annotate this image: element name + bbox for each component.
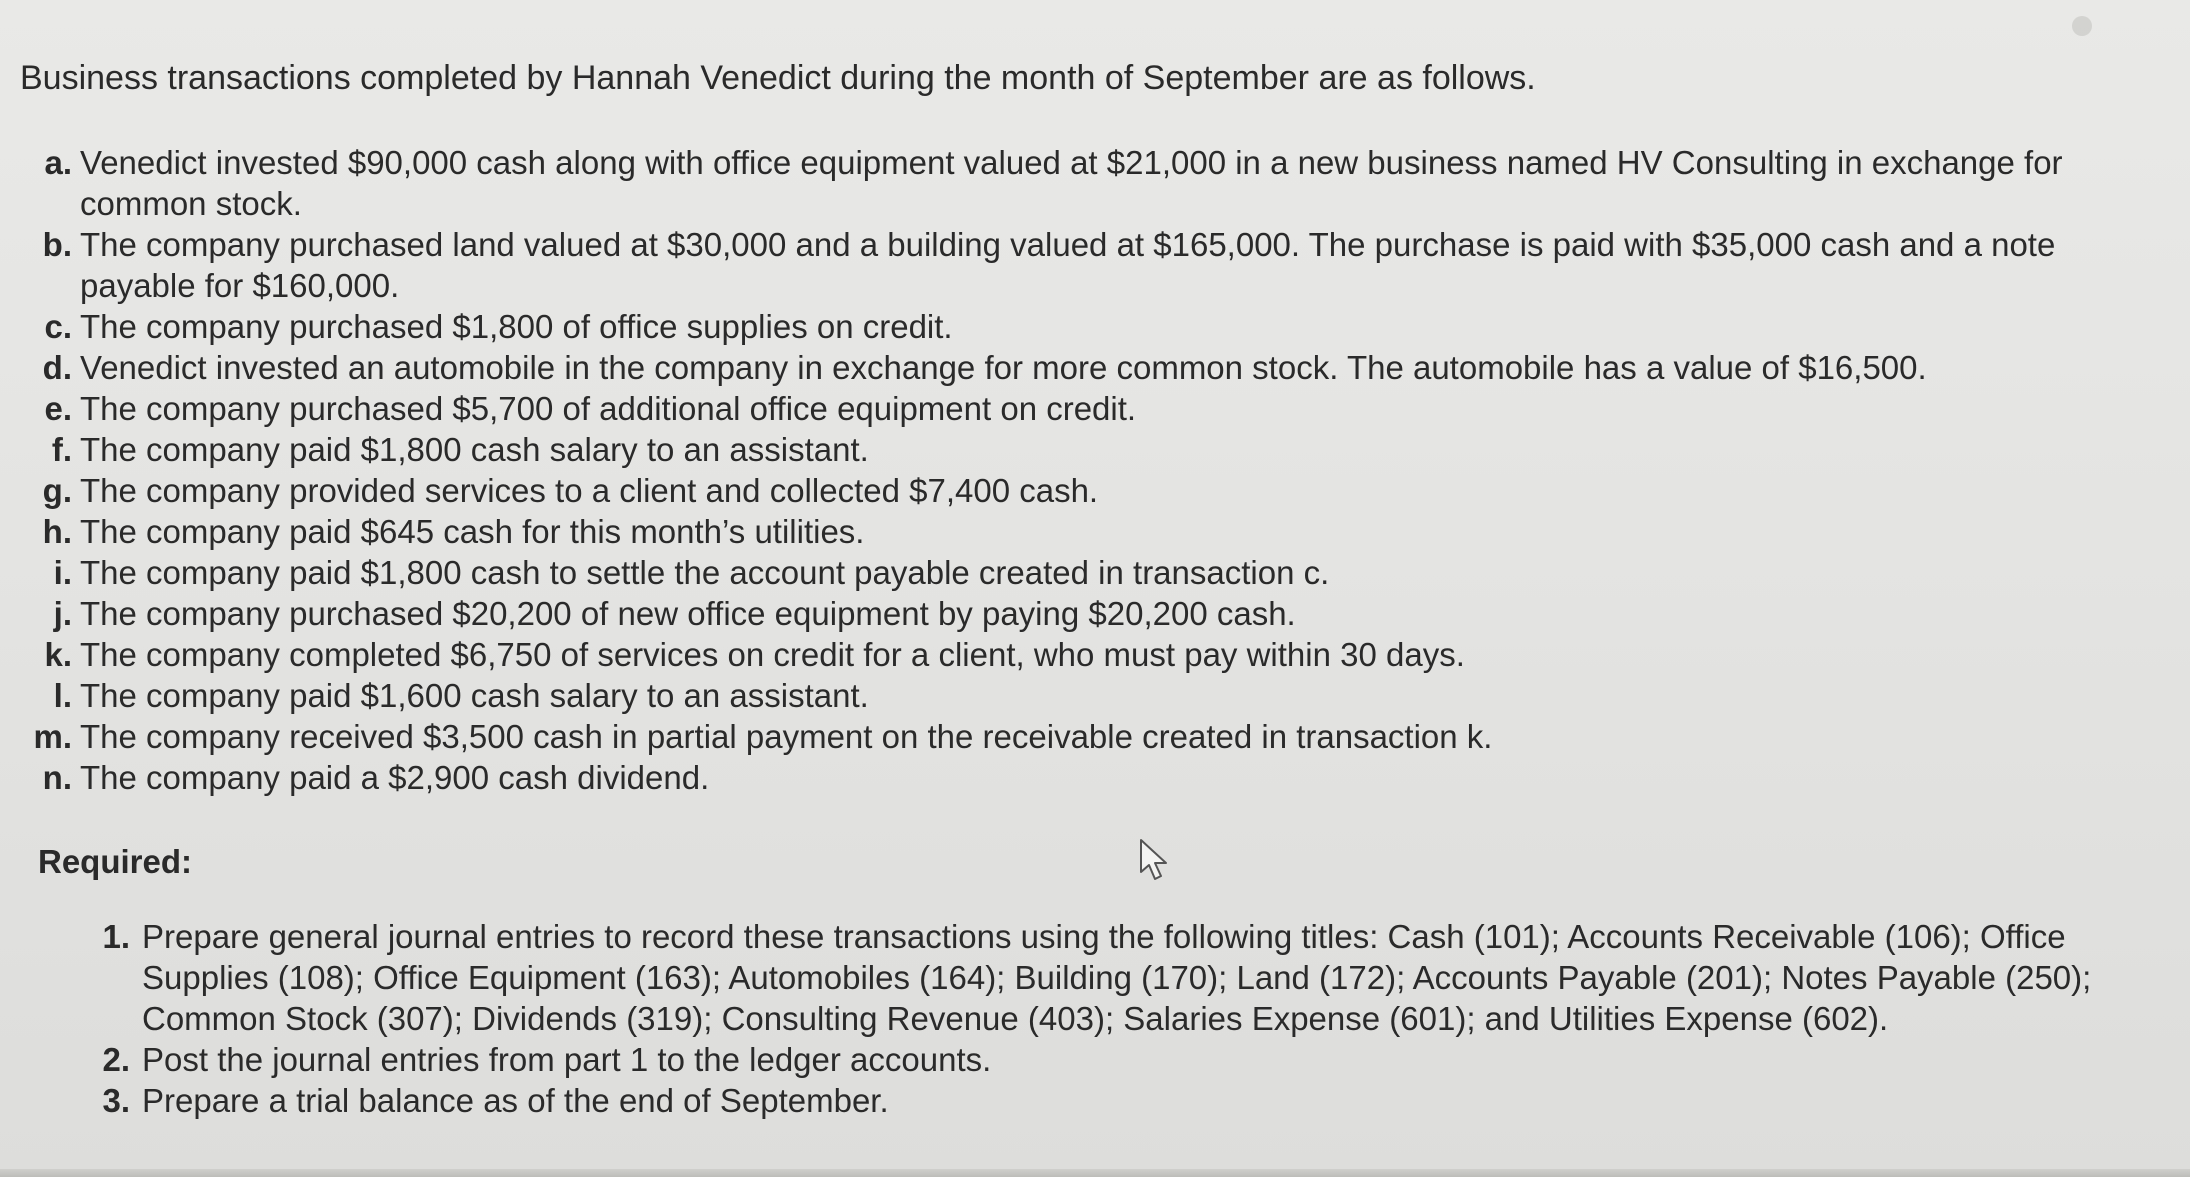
transaction-letter: e.	[44, 390, 72, 427]
transaction-item	[30, 224, 2170, 306]
transaction-text: The company purchased $20,200 of new office equipment by paying $20,200 cash.	[80, 595, 1296, 632]
transaction-letter: h.	[42, 513, 72, 550]
transaction-list	[30, 142, 2170, 798]
intro-text: Business transactions completed by Hannah Venedict during the month of September are as follows.	[20, 59, 1536, 97]
requirement-text: Prepare a trial balance as of the end of September.	[142, 1082, 889, 1119]
transaction-item	[30, 757, 2170, 798]
transaction-letter: b.	[42, 226, 72, 263]
transaction-text: The company paid $1,800 cash to settle the account payable created in transaction c.	[80, 554, 1330, 591]
transaction-text: The company paid $645 cash for this month’s utilities.	[80, 513, 865, 550]
transaction-text: Venedict invested an automobile in the company in exchange for more common stock. The automobile has a value of $16,500.	[80, 349, 1927, 386]
transaction-letter: l.	[53, 677, 72, 714]
transaction-item	[30, 142, 2170, 224]
requirement-text: Post the journal entries from part 1 to the ledger accounts.	[142, 1041, 992, 1078]
requirement-number: 2.	[102, 1041, 130, 1078]
transaction-item	[30, 429, 2170, 470]
transaction-item	[30, 511, 2170, 552]
transaction-item	[30, 716, 2170, 757]
requirement-text: Prepare general journal entries to record these transactions using the following titles: Cash (101); Accounts Receivable (106); Office Supplies (108); Office Equipment (163); Automobiles (164); Building (170); Land (172); Accounts Payable (201); Notes Payable (250); Common Stock (307); Dividends (319); Consulting Revenue (403); Salaries Expense (601); and Utilities Expense (602).	[142, 918, 2092, 1037]
transaction-text: The company paid a $2,900 cash dividend.	[80, 759, 710, 796]
transaction-item	[30, 593, 2170, 634]
transaction-item	[30, 675, 2170, 716]
transaction-item	[30, 388, 2170, 429]
transaction-item	[30, 552, 2170, 593]
transaction-text: The company paid $1,600 cash salary to an assistant.	[80, 677, 869, 714]
mouse-pointer-icon	[1138, 838, 1172, 884]
requirement-number: 3.	[102, 1082, 130, 1119]
transaction-letter: j.	[53, 595, 72, 632]
transaction-item	[30, 306, 2170, 347]
transaction-text: The company purchased $5,700 of additional office equipment on credit.	[80, 390, 1137, 427]
transaction-letter: g.	[42, 472, 72, 509]
corner-smudge	[2072, 16, 2092, 36]
transaction-item	[30, 634, 2170, 675]
transaction-letter: m.	[33, 718, 72, 755]
transaction-letter: i.	[53, 554, 72, 591]
transaction-text: The company purchased $1,800 of office supplies on credit.	[80, 308, 953, 345]
requirement-item	[80, 1080, 2160, 1121]
transaction-text: The company provided services to a client and collected $7,400 cash.	[80, 472, 1099, 509]
transaction-text: The company completed $6,750 of services on credit for a client, who must pay within 30 days.	[80, 636, 1465, 673]
transaction-letter: c.	[44, 308, 72, 345]
transaction-text: The company received $3,500 cash in partial payment on the receivable created in transaction k.	[80, 718, 1493, 755]
requirement-item	[80, 1039, 2160, 1080]
transaction-text: Venedict invested $90,000 cash along with office equipment valued at $21,000 in a new business named HV Consulting in exchange for common stock.	[80, 144, 2063, 222]
transaction-text: The company purchased land valued at $30,000 and a building valued at $165,000. The purchase is paid with $35,000 cash and a note payable for $160,000.	[80, 226, 2056, 304]
bottom-edge	[0, 1169, 2190, 1177]
transaction-letter: n.	[42, 759, 72, 796]
requirement-item	[80, 916, 2160, 1039]
requirements-list	[80, 916, 2160, 1121]
transaction-letter: f.	[51, 431, 72, 468]
transaction-text: The company paid $1,800 cash salary to an assistant.	[80, 431, 869, 468]
required-heading: Required:	[38, 843, 193, 880]
transaction-letter: k.	[44, 636, 72, 673]
transaction-item	[30, 470, 2170, 511]
transaction-letter: a.	[44, 144, 72, 181]
transaction-item	[30, 347, 2170, 388]
transaction-letter: d.	[42, 349, 72, 386]
requirement-number: 1.	[102, 918, 130, 955]
